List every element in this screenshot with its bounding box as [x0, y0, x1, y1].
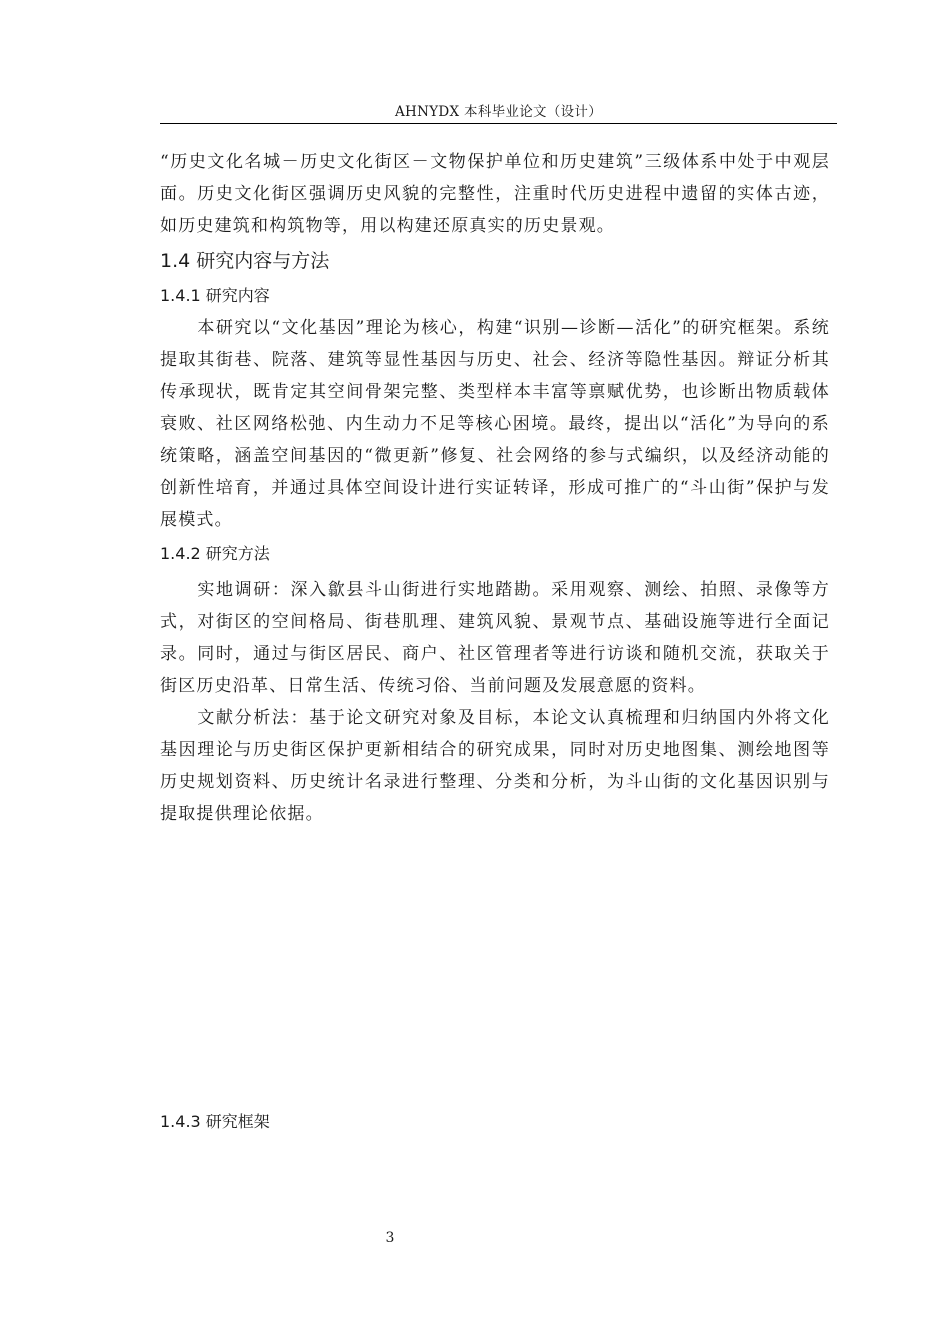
header-rule	[160, 123, 837, 124]
fieldwork-paragraph: 实地调研：深入歙县斗山街进行实地踏勘。采用观察、测绘、拍照、录像等方式，对街区的空间格局、街巷肌理、建筑风貌、景观节点、基础设施等进行全面记录。同时，通过与街区居民、商户、社区管理者等进行访谈和随机交流，获取关于街区历史沿革、日常生活、传统习俗、当前问题及发展意愿的资料。	[160, 580, 830, 696]
subsection-heading-1-4-2: 1.4.2 研究方法	[160, 544, 270, 563]
intro-paragraph: “历史文化名城－历史文化街区－文物保护单位和历史建筑”三级体系中处于中观层面。历史文化街区强调历史风貌的完整性，注重时代历史进程中遗留的实体古迹，如历史建筑和构筑物等，用以构建还原真实的历史景观。	[160, 152, 830, 236]
running-header: AHNYDX 本科毕业论文（设计）	[394, 104, 603, 120]
page-body	[160, 146, 830, 830]
research-content-paragraph: 本研究以“文化基因”理论为核心，构建“识别—诊断—活化”的研究框架。系统提取其街巷、院落、建筑等显性基因与历史、社会、经济等隐性基因。辩证分析其传承现状，既肯定其空间骨架完整、类型样本丰富等禀赋优势，也诊断出物质载体衰败、社区网络松弛、内生动力不足等核心困境。最终，提出以“活化”为导向的系统策略，涵盖空间基因的“微更新”修复、社会网络的参与式编织，以及经济动能的创新性培育，并通过具体空间设计进行实证转译，形成可推广的“斗山街”保护与发展模式。	[160, 318, 830, 530]
page-number: 3	[385, 1230, 395, 1246]
literature-paragraph: 文献分析法：基于论文研究对象及目标，本论文认真梳理和归纳国内外将文化基因理论与历史街区保护更新相结合的研究成果，同时对历史地图集、测绘地图等历史规划资料、历史统计名录进行整理、分类和分析，为斗山街的文化基因识别与提取提供理论依据。	[160, 708, 830, 824]
section-heading-1-4: 1.4 研究内容与方法	[160, 250, 330, 272]
subsection-heading-1-4-3: 1.4.3 研究框架	[160, 1112, 270, 1131]
subsection-heading-1-4-1: 1.4.1 研究内容	[160, 286, 270, 305]
